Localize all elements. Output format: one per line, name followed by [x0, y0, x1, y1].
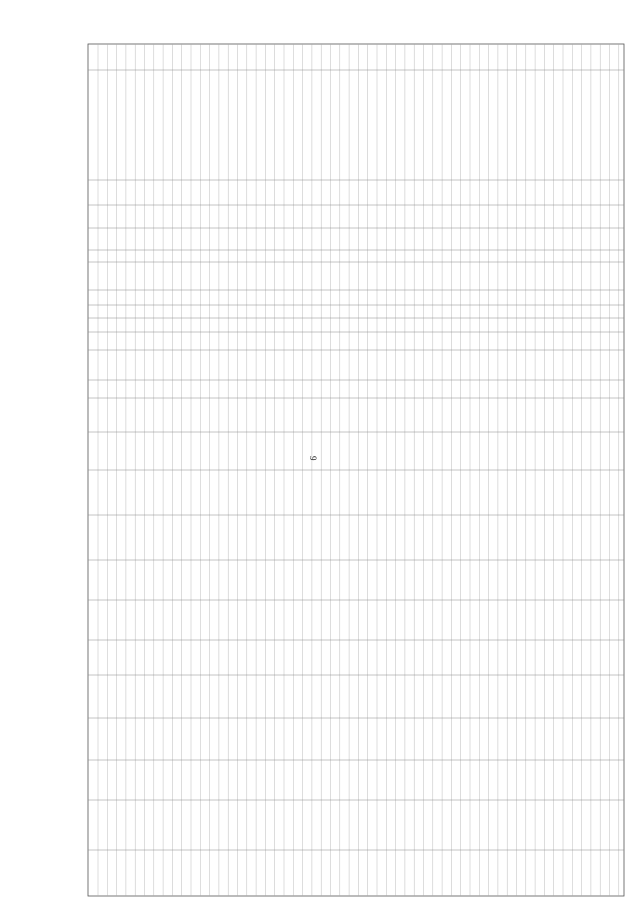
page-number: 9 — [308, 456, 318, 461]
